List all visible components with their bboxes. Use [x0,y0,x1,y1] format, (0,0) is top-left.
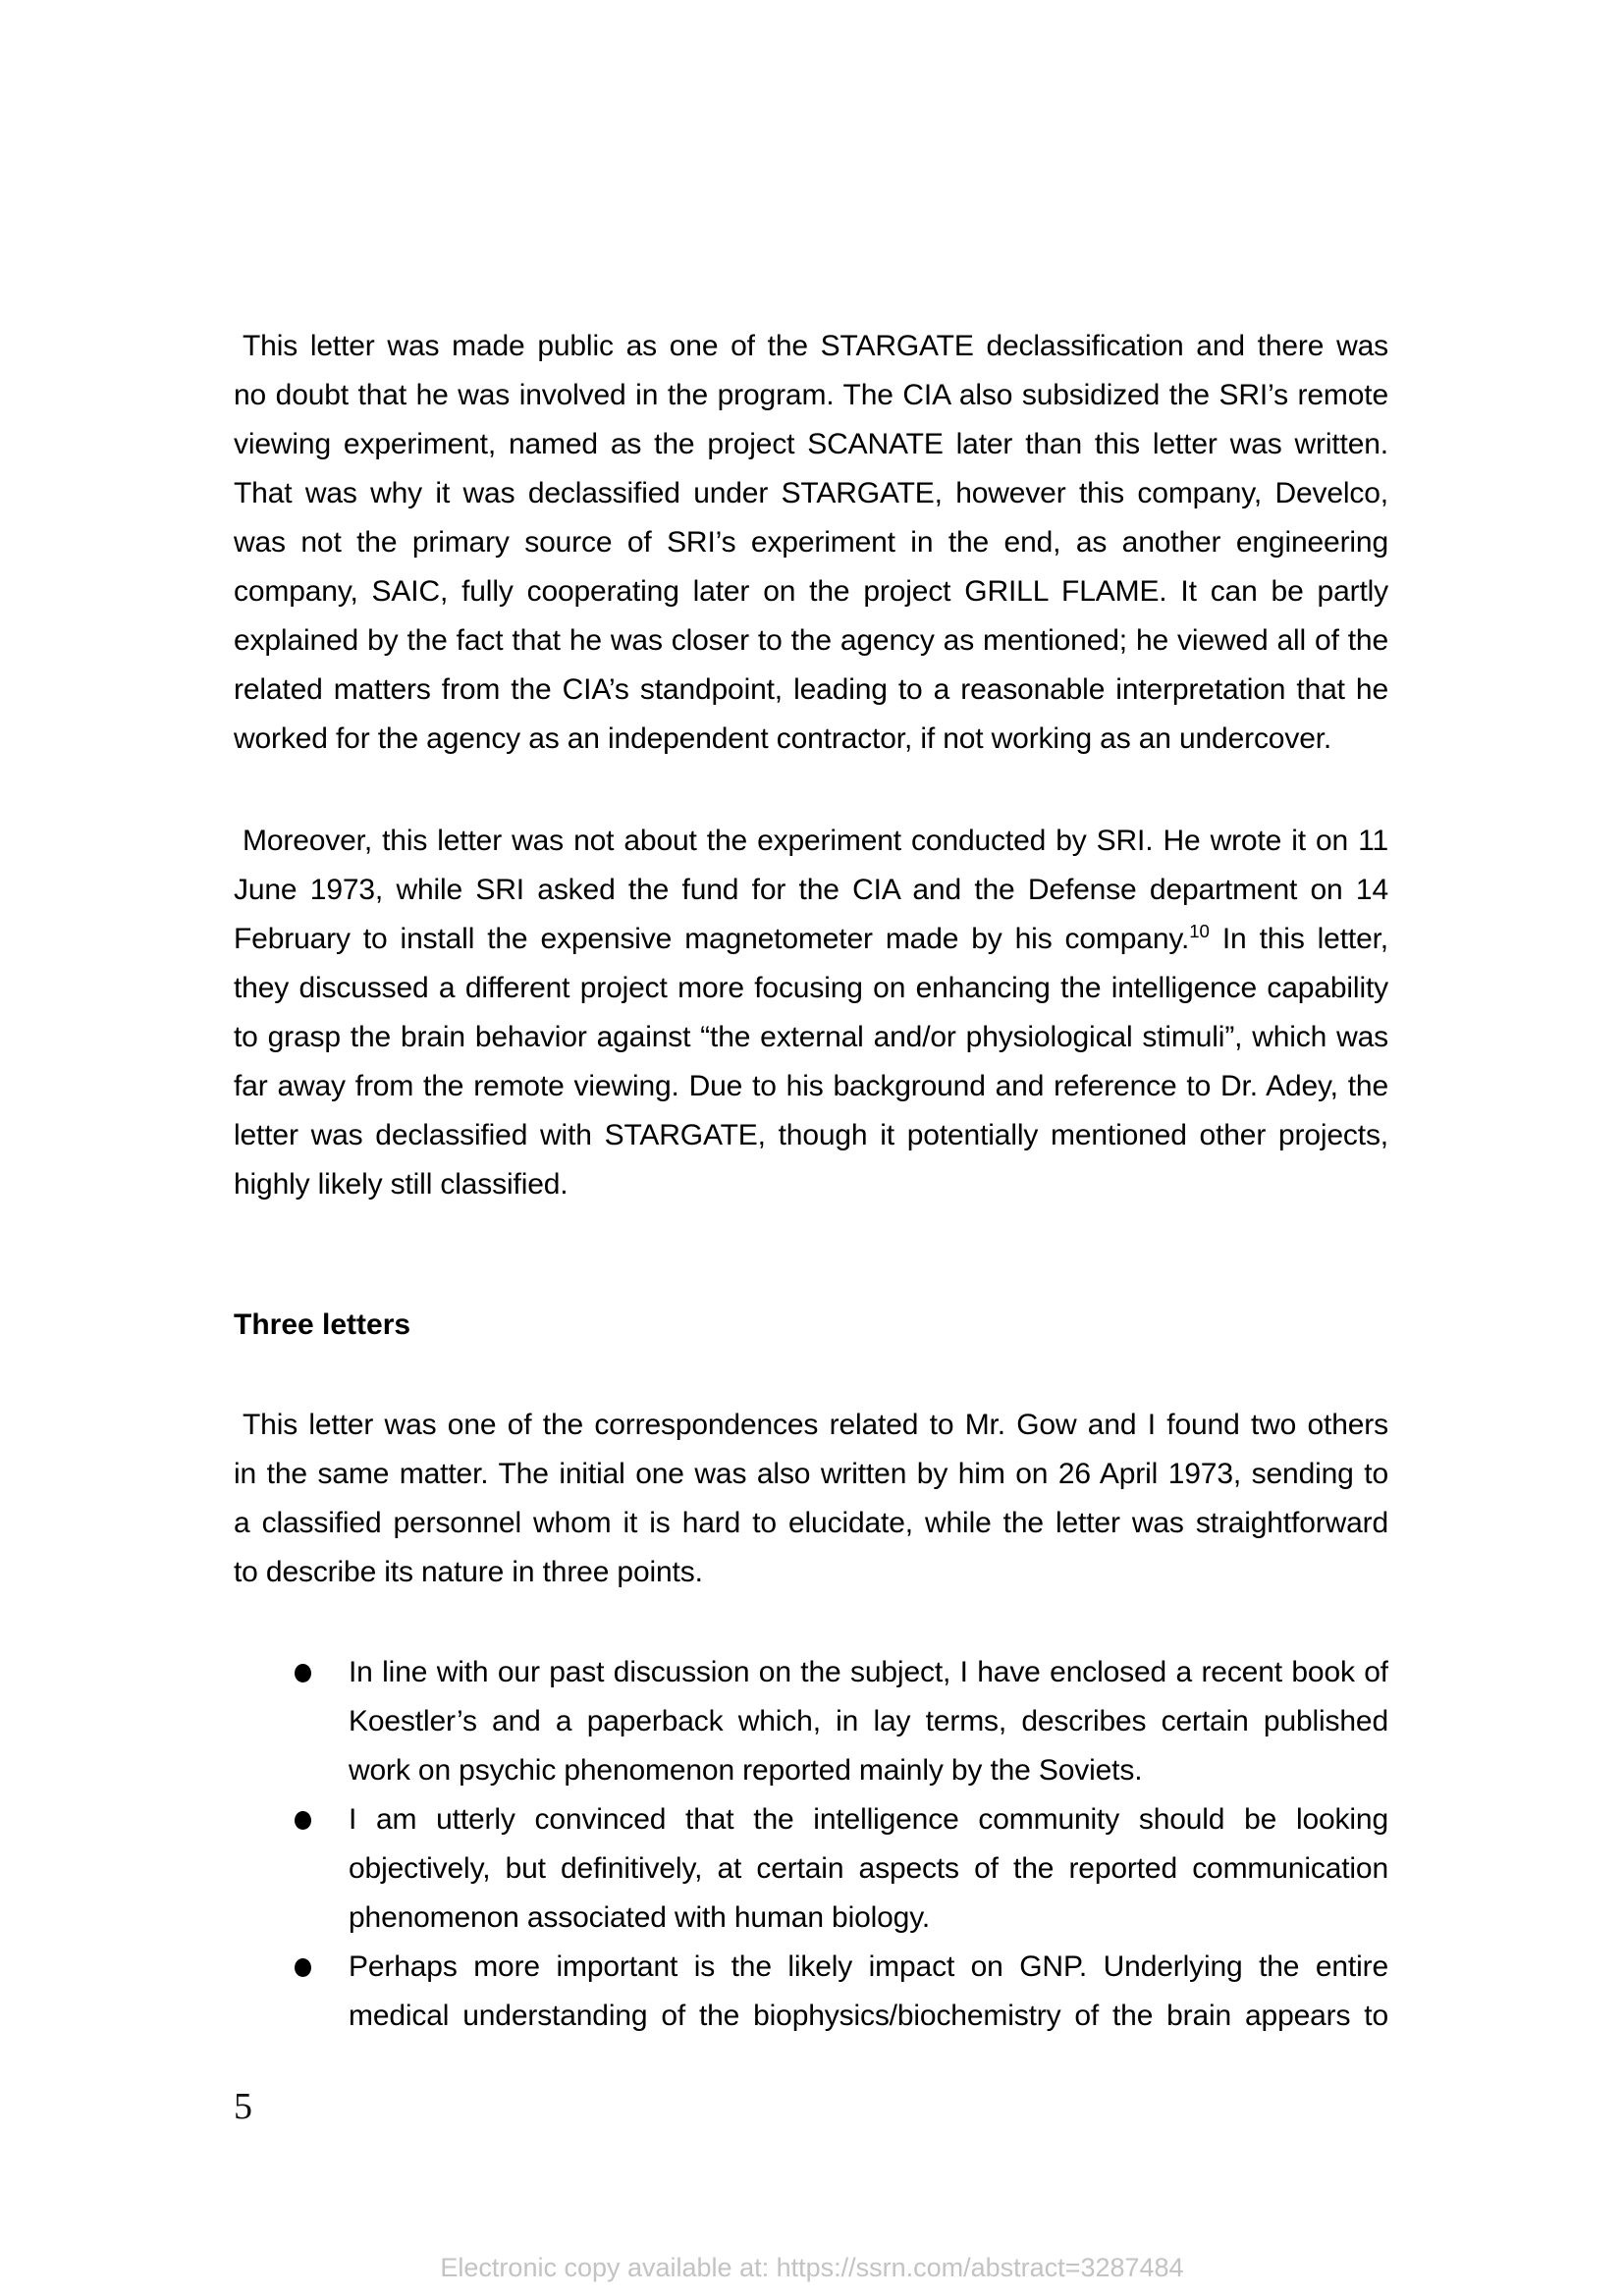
text-line: no doubt that he was involved in the program. The CIA also subsidized the SRI’s remote [234,379,1388,411]
page-number: 5 [234,2086,252,2127]
text-line: far away from the remote viewing. Due to his background and reference to Dr. Adey, the [234,1070,1388,1102]
text-line: related matters from the CIA’s standpoint, leading to a reasonable interpretation that he [234,673,1388,706]
text-line: viewing experiment, named as the project SCANATE later than this letter was written. [234,428,1388,460]
text-line: phenomenon associated with human biology. [349,1901,931,1934]
text-line: Perhaps more important is the likely impact on GNP. Underlying the entire [349,1950,1388,1983]
bullet-list [234,1648,1388,2041]
text-line: they discussed a different project more focusing on enhancing the intelligence capability [234,972,1388,1004]
paragraph-2 [234,817,1388,1209]
text-line: That was why it was declassified under STARGATE, however this company, Develco, [234,477,1388,509]
text-line: medical understanding of the biophysics/biochemistry of the brain appears to [349,2000,1388,2032]
text-line: to describe its nature in three points. [234,1556,703,1588]
text-line: work on psychic phenomenon reported mainly by the Soviets. [349,1754,1143,1787]
list-item [234,1943,1388,2041]
bullet-icon [295,1664,311,1682]
text-line: objectively, but definitively, at certain aspects of the reported communication [349,1852,1388,1885]
text-line: was not the primary source of SRI’s experiment in the end, as another engineering [234,526,1388,559]
paragraph-3 [234,1401,1388,1597]
text-line: explained by the fact that he was closer to the agency as mentioned; he viewed all of the [234,624,1388,657]
text-line-with-footnote [234,915,1388,964]
list-item [234,1648,1388,1795]
text-line: This letter was one of the correspondences related to Mr. Gow and I found two others [243,1409,1388,1441]
text-segment: In this letter, [1209,923,1388,955]
text-line: In line with our past discussion on the subject, I have enclosed a recent book of [349,1656,1388,1688]
text-line: in the same matter. The initial one was also written by him on 26 April 1973, sending to [234,1458,1388,1490]
text-line: I am utterly convinced that the intelligence community should be looking [349,1803,1388,1836]
text-line: worked for the agency as an independent contractor, if not working as an undercover. [234,722,1332,755]
text-line: a classified personnel whom it is hard to elucidate, while the letter was straightforward [234,1507,1388,1539]
bullet-icon [295,1811,311,1830]
text-line: company, SAIC, fully cooperating later on the project GRILL FLAME. It can be partly [234,575,1388,608]
section-heading: Three letters [234,1308,411,1341]
text-line: Koestler’s and a paperback which, in lay terms, describes certain published [349,1705,1388,1737]
text-line: to grasp the brain behavior against “the external and/or physiological stimuli”, which was [234,1021,1388,1053]
text-line: highly likely still classified. [234,1168,568,1201]
text-line: Moreover, this letter was not about the experiment conducted by SRI. He wrote it on 11 [243,825,1388,857]
text-line: This letter was made public as one of the STARGATE declassification and there was [243,330,1388,362]
bullet-icon [295,1958,311,1977]
text-line: letter was declassified with STARGATE, though it potentially mentioned other projects, [234,1119,1388,1151]
text-segment: February to install the expensive magnetometer made by his company. [234,923,1190,955]
ssrn-footer-text: Electronic copy available at: https://ssrn.com/abstract=3287484 [440,2253,1184,2282]
list-item [234,1795,1388,1943]
footnote-marker: 10 [1189,921,1210,941]
text-line: June 1973, while SRI asked the fund for the CIA and the Defense department on 14 [234,874,1388,906]
paragraph-1 [234,322,1388,764]
